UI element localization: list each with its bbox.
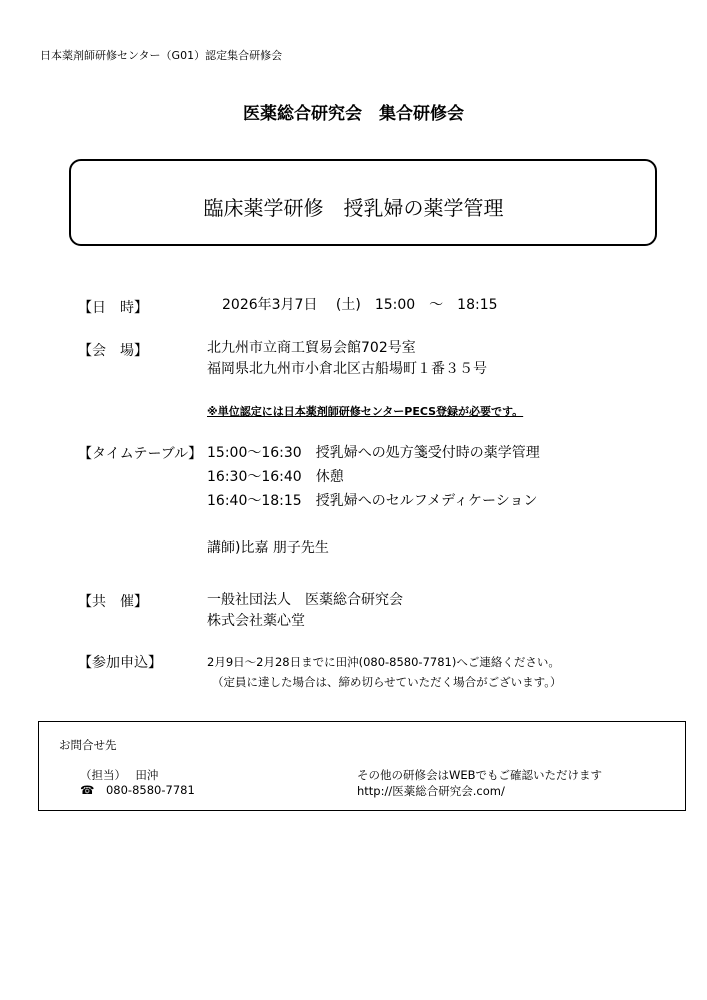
website-link[interactable]: http://医薬総合研究会.com/ [357, 784, 505, 798]
web-note: その他の研修会はWEBでもご確認いただけます [357, 768, 603, 782]
schedule-value: 2026年3月7日 (土) 15:00 ～ 18:15 [222, 297, 498, 313]
timetable-label: 【タイムテーブル】 [78, 446, 203, 462]
header-note: 日本薬剤師研修センター（G01）認定集合研修会 [40, 49, 283, 62]
schedule-label: 【日 時】 [78, 300, 148, 316]
timetable-item: 16:30～16:40 休憩 [207, 469, 344, 485]
venue-address: 福岡県北九州市小倉北区古船場町１番３５号 [207, 361, 487, 377]
organizer-label: 【共 催】 [78, 594, 148, 610]
organizer-name-1: 一般社団法人 医薬総合研究会 [207, 592, 403, 608]
contact-phone: 080-8580-7781 [105, 783, 195, 797]
lecturer: 講師)比嘉 朋子先生 [207, 540, 329, 556]
course-title: 臨床薬学研修 授乳婦の薬学管理 [203, 196, 504, 220]
contact-person: （担当） 田沖 [80, 768, 159, 782]
contact-phone-row [80, 783, 195, 797]
organization-title: 医薬総合研究会 集合研修会 [243, 104, 464, 124]
application-note: （定員に達した場合は、締め切らせていただく場合がございます。） [212, 675, 562, 689]
organizer-name-2: 株式会社薬心堂 [207, 613, 305, 629]
venue-name: 北九州市立商工貿易会館702号室 [207, 340, 416, 356]
venue-label: 【会 場】 [78, 343, 148, 359]
telephone-icon: ☎ [80, 783, 95, 797]
timetable-item: 16:40～18:15 授乳婦へのセルフメディケーション [207, 493, 538, 509]
application-instructions: 2月9日～2月28日までに田沖(080-8580-7781)へご連絡ください。 [207, 655, 560, 669]
contact-heading: お問合せ先 [59, 738, 117, 752]
pecs-notice: ※単位認定には日本薬剤師研修センターPECS登録が必要です。 [207, 405, 524, 418]
timetable-item: 15:00～16:30 授乳婦への処方箋受付時の薬学管理 [207, 445, 540, 461]
application-label: 【参加申込】 [78, 655, 162, 671]
